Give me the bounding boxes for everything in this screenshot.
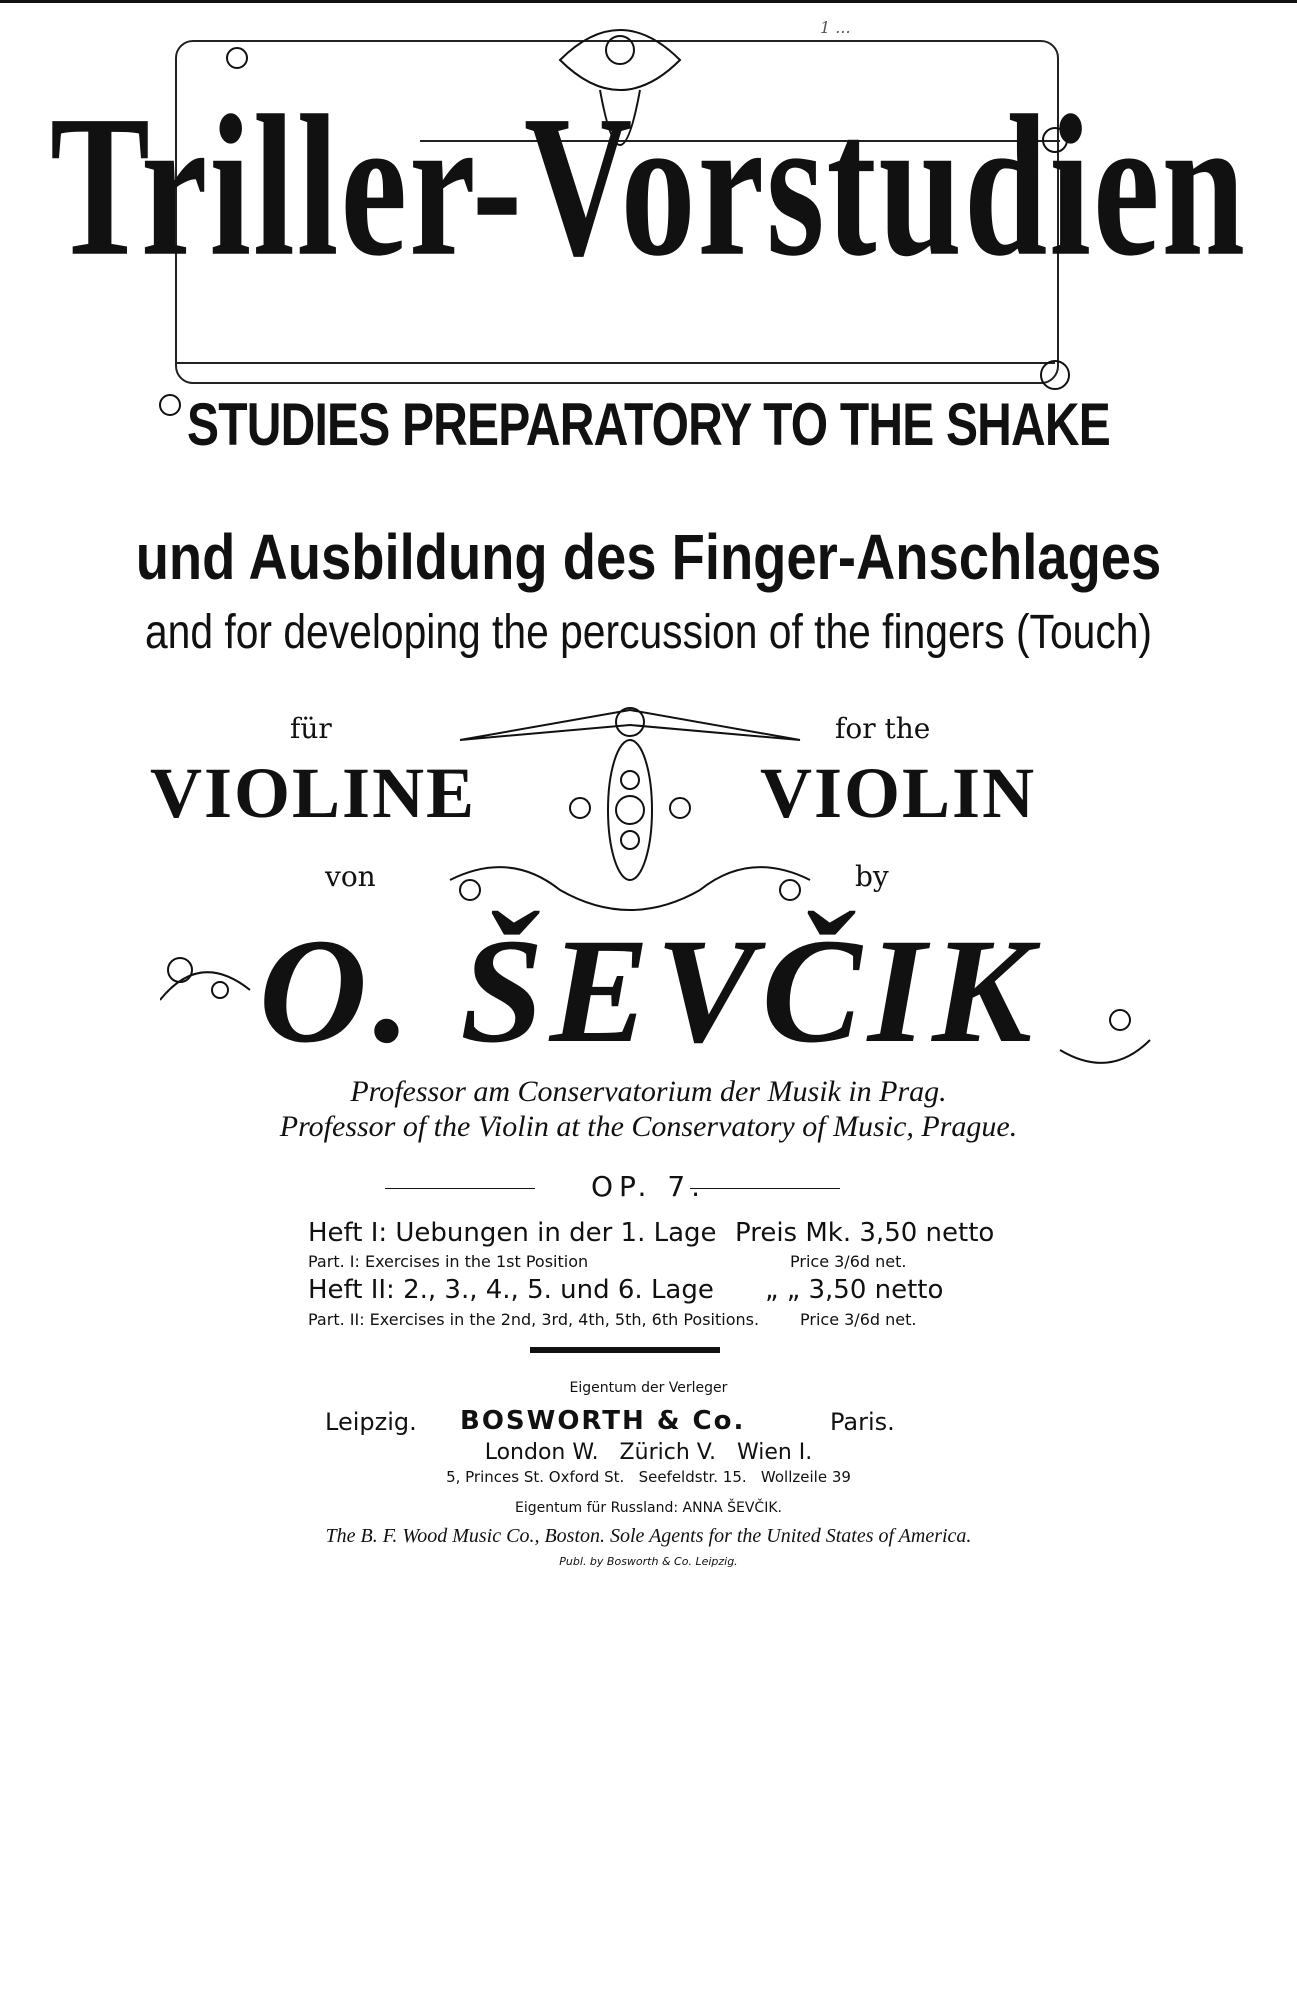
label-fur: für [290,712,332,745]
part-1-price: Price 3/6d net. [790,1252,907,1271]
composer-name: O. ŠEVČIK [258,908,1039,1074]
russia-rights: Eigentum für Russland: ANNA ŠEVČIK. [515,1500,782,1516]
subtitle-german-line: und Ausbildung des Finger-Anschlages [135,521,1162,593]
instrument-german: VIOLINE [150,753,477,833]
publisher-addresses: 5, Princes St. Oxford St. Seefeldstr. 15. Wollzeile 39 [446,1468,851,1486]
composer-title-german: Professor am Conservatorium der Musik in Prag. [350,1075,947,1108]
handwritten-note: 1 ... [820,18,851,37]
publisher-city-left: Leipzig. [325,1408,417,1436]
part-2-title: Part. II: Exercises in the 2nd, 3rd, 4th, 5th, 6th Positions. [308,1310,760,1329]
center-ornament [430,680,830,930]
published-by: Publ. by Bosworth & Co. Leipzig. [559,1555,738,1568]
divider-rule [530,1347,720,1353]
composer-ornament [160,930,1160,1080]
heft-2-title: Heft II: 2., 3., 4., 5. und 6. Lage [308,1275,714,1305]
us-agents: The B. F. Wood Music Co., Boston. Sole Agents for the United States of America. [325,1525,972,1547]
heft-1-title: Heft I: Uebungen in der 1. Lage [308,1218,717,1248]
label-by: by [855,860,889,893]
eigentum-der-verleger: Eigentum der Verleger [569,1380,728,1396]
heft-1-price: Preis Mk. 3,50 netto [735,1218,995,1248]
page-title: Triller-Vorstudien [49,74,1248,299]
composer-title-english: Professor of the Violin at the Conservatory of Music, Prague. [279,1110,1018,1143]
heft-2-price: „ „ 3,50 netto [765,1275,944,1305]
publisher-city-right: Paris. [830,1408,895,1436]
opus-number: OP. 7. [590,1170,707,1203]
label-for-the: for the [835,712,931,745]
instrument-english: VIOLIN [760,753,1037,833]
publisher-name: BOSWORTH & Co. [460,1406,746,1436]
label-von: von [325,860,376,893]
subtitle-english-line: and for developing the percussion of the fingers (Touch) [144,606,1153,659]
publisher-cities: London W. Zürich V. Wien I. [484,1440,813,1465]
part-1-title: Part. I: Exercises in the 1st Position [308,1252,589,1271]
subtitle-english: STUDIES PREPARATORY TO THE SHAKE [187,391,1110,458]
part-2-price: Price 3/6d net. [800,1310,917,1329]
